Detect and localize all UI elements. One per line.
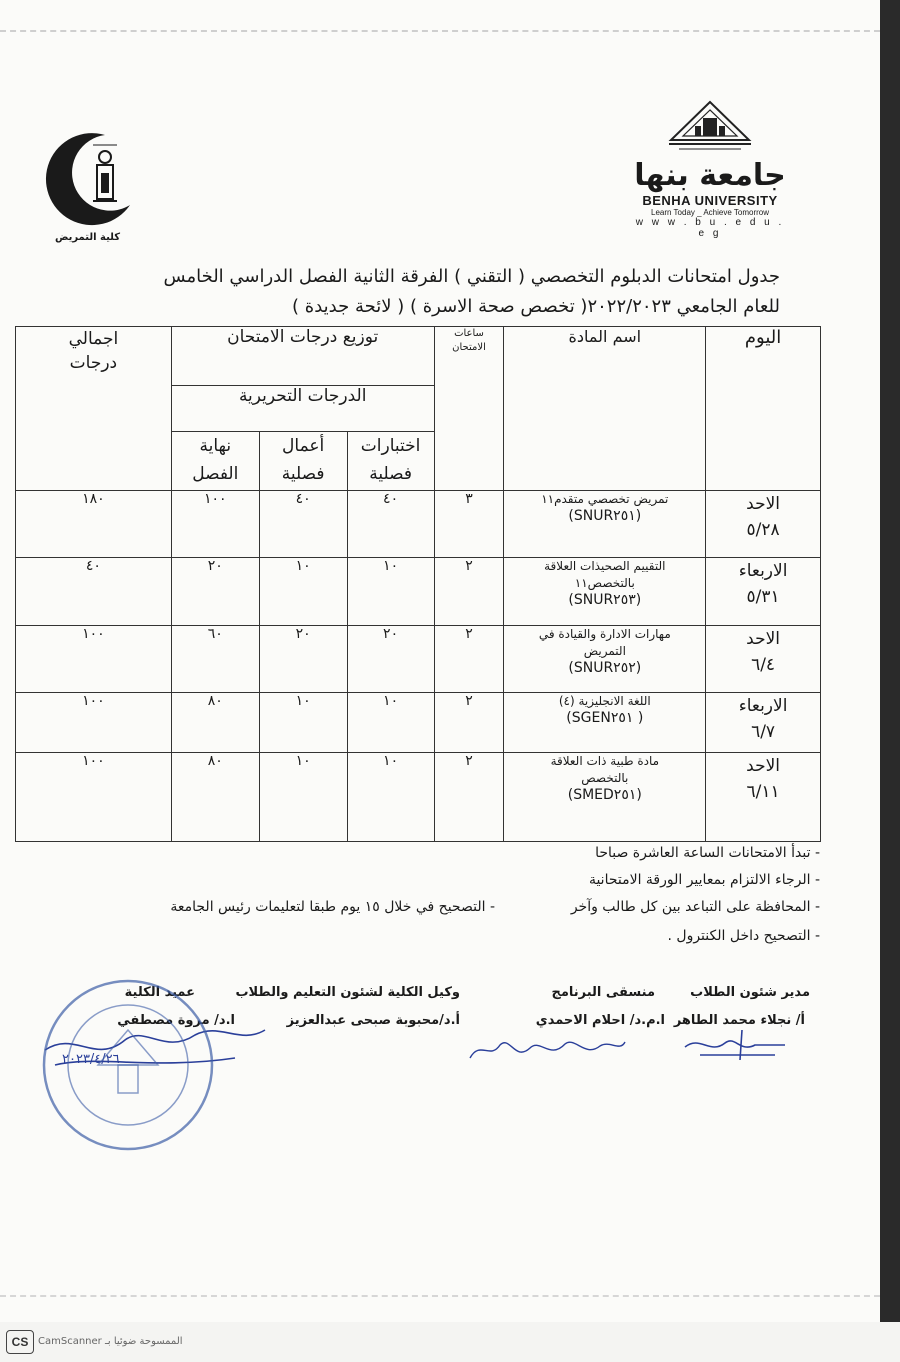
day-date: ٥/٢٨ bbox=[746, 520, 780, 540]
subject-name: التقييم الصحيذات العلاقة bbox=[544, 559, 666, 573]
header-total-line1: اجمالي bbox=[68, 329, 119, 349]
signatory-coordinator-name: ا.م.د/ احلام الاحمدي bbox=[535, 1013, 665, 1028]
university-name-arabic: جامعة بنها bbox=[634, 158, 786, 193]
day-cell bbox=[706, 626, 821, 693]
final-cell: ١٠٠ bbox=[171, 491, 259, 558]
day-name: الاربعاء bbox=[738, 561, 788, 581]
hours-cell: ٢ bbox=[434, 558, 504, 626]
subject-code: (SMED٢٥١) bbox=[567, 787, 642, 803]
day-cell bbox=[706, 558, 821, 626]
university-emblem-icon bbox=[665, 100, 755, 152]
hours-cell: ٢ bbox=[434, 626, 504, 693]
subject-cell bbox=[504, 693, 706, 753]
header-quizzes-line2: فصلية bbox=[369, 464, 412, 484]
day-name: الاحد bbox=[746, 494, 780, 514]
subject-cell bbox=[504, 626, 706, 693]
signatory-vice-dean-title: وكيل الكلية لشئون التعليم والطلاب bbox=[235, 985, 460, 1000]
university-url: w w w . b u . e d u . e g bbox=[635, 217, 785, 239]
benha-university-logo bbox=[630, 100, 790, 239]
total-cell: ١٠٠ bbox=[16, 693, 172, 753]
subject-name-cont: بالتخصص bbox=[581, 771, 629, 785]
final-cell: ٦٠ bbox=[171, 626, 259, 693]
day-name: الاربعاء bbox=[738, 696, 788, 716]
subject-cell bbox=[504, 491, 706, 558]
quizzes-cell: ١٠ bbox=[347, 753, 434, 842]
faculty-nursing-logo bbox=[35, 125, 140, 250]
signatory-dean-title: عميد الكلية bbox=[124, 985, 195, 1000]
header-coursework-line1: أعمال bbox=[282, 436, 325, 456]
coursework-cell: ٤٠ bbox=[259, 491, 347, 558]
final-cell: ٨٠ bbox=[171, 693, 259, 753]
faculty-stamp bbox=[38, 975, 218, 1155]
day-date: ٥/٣١ bbox=[746, 587, 780, 607]
table-row bbox=[16, 558, 821, 626]
header-coursework bbox=[259, 432, 347, 491]
signatory-vice-dean-name: أ.د/محبوبة صبحى عبدالعزيز bbox=[286, 1013, 460, 1028]
hours-cell: ٣ bbox=[434, 491, 504, 558]
day-cell bbox=[706, 693, 821, 753]
signatory-student-affairs-name: أ/ نجلاء محمد الطاهر bbox=[673, 1013, 805, 1028]
signatory-student-affairs-title: مدير شئون الطلاب bbox=[690, 985, 810, 1000]
header-coursework-line2: فصلية bbox=[281, 464, 325, 484]
header-day: اليوم bbox=[706, 327, 821, 491]
note-distancing: - المحافظة على التباعد بين كل طالب وآخر bbox=[570, 899, 820, 915]
note-start-time: - تبدأ الامتحانات الساعة العاشرة صباحا bbox=[595, 845, 820, 861]
header-grade-distribution: توزيع درجات الامتحان bbox=[171, 327, 434, 386]
subject-cell bbox=[504, 558, 706, 626]
university-name-english: BENHA UNIVERSITY bbox=[642, 193, 778, 208]
university-slogan: Learn Today _ Achieve Tomorrow bbox=[651, 208, 769, 217]
signature-student-affairs bbox=[680, 1025, 790, 1065]
hours-cell: ٢ bbox=[434, 693, 504, 753]
quizzes-cell: ٤٠ bbox=[347, 491, 434, 558]
day-cell bbox=[706, 753, 821, 842]
header-quizzes-line1: اختبارات bbox=[360, 436, 421, 456]
signatory-dean-name: ا.د/ مروة مصطفي bbox=[117, 1013, 235, 1028]
table-row bbox=[16, 626, 821, 693]
total-cell: ١٠٠ bbox=[16, 626, 172, 693]
coursework-cell: ١٠ bbox=[259, 693, 347, 753]
camscanner-text: الممسوحة ضوئيا بـ CamScanner bbox=[38, 1336, 183, 1347]
table-row bbox=[16, 753, 821, 842]
total-cell: ٤٠ bbox=[16, 558, 172, 626]
header-written-grades: الدرجات التحريرية bbox=[171, 386, 434, 432]
total-cell: ١٠٠ bbox=[16, 753, 172, 842]
nursing-crescent-emblem-icon bbox=[35, 125, 140, 230]
header-final-line2: الفصل bbox=[192, 464, 239, 484]
quizzes-cell: ١٠ bbox=[347, 693, 434, 753]
handwritten-date: ٢٠٢٣/٤/٢٦ bbox=[62, 1052, 120, 1067]
header-total-line2: درجات bbox=[69, 353, 118, 373]
coursework-cell: ١٠ bbox=[259, 558, 347, 626]
top-dashed-border bbox=[0, 30, 880, 32]
coursework-cell: ٢٠ bbox=[259, 626, 347, 693]
day-name: الاحد bbox=[746, 756, 780, 776]
camscanner-logo: CS bbox=[6, 1330, 34, 1354]
header-final bbox=[171, 432, 259, 491]
day-cell bbox=[706, 491, 821, 558]
document-title: جدول امتحانات الدبلوم التخصصي ( التقني ) الفرقة الثانية الفصل الدراسي الخامس bbox=[163, 266, 780, 287]
day-date: ٦/٧ bbox=[751, 722, 776, 742]
note-exam-paper-standards: - الرجاء الالتزام بمعايير الورقة الامتحانية bbox=[588, 872, 820, 888]
final-cell: ٢٠ bbox=[171, 558, 259, 626]
day-name: الاحد bbox=[746, 629, 780, 649]
quizzes-cell: ١٠ bbox=[347, 558, 434, 626]
header-hours-line1: ساعات bbox=[454, 328, 484, 339]
scan-edge bbox=[880, 0, 900, 1322]
total-cell: ١٨٠ bbox=[16, 491, 172, 558]
subject-name: تمريض تخصصي متقدم١١ bbox=[541, 492, 669, 506]
note-correction-control: - التصحيح داخل الكنترول . bbox=[667, 928, 820, 944]
signatory-coordinator-title: منسقى البرنامج bbox=[551, 985, 655, 1000]
faculty-caption: كلية التمريض bbox=[54, 232, 121, 243]
subject-name: مادة طبية ذات العلاقة bbox=[550, 754, 660, 768]
exam-schedule-table bbox=[15, 326, 821, 842]
subject-name-cont: التمريض bbox=[583, 644, 626, 658]
table-row bbox=[16, 491, 821, 558]
subject-name: مهارات الادارة والقيادة في bbox=[538, 627, 671, 641]
note-correction-period: - التصحيح في خلال ١٥ يوم طبقا لتعليمات رئيس الجامعة bbox=[170, 899, 495, 915]
bottom-dashed-border bbox=[0, 1295, 880, 1297]
hours-cell: ٢ bbox=[434, 753, 504, 842]
subject-code: ( SGEN٢٥١) bbox=[566, 710, 644, 726]
day-date: ٦/٤ bbox=[751, 655, 776, 675]
subject-code: (SNUR٢٥١) bbox=[568, 508, 642, 524]
subject-code: (SNUR٢٥٢) bbox=[568, 660, 642, 676]
table-row bbox=[16, 693, 821, 753]
final-cell: ٨٠ bbox=[171, 753, 259, 842]
subject-cell bbox=[504, 753, 706, 842]
document-subtitle: للعام الجامعي ٢٠٢٢/٢٠٢٣( تخصص صحة الاسرة ) ( لائحة جديدة ) bbox=[292, 296, 780, 317]
day-date: ٦/١١ bbox=[746, 782, 780, 802]
subject-name-cont: بالتخصص١١ bbox=[574, 576, 635, 590]
coursework-cell: ١٠ bbox=[259, 753, 347, 842]
signature-coordinator bbox=[465, 1030, 630, 1066]
quizzes-cell: ٢٠ bbox=[347, 626, 434, 693]
subject-code: (SNUR٢٥٣) bbox=[568, 592, 642, 608]
header-exam-hours bbox=[434, 327, 504, 491]
header-final-line1: نهاية bbox=[199, 436, 232, 456]
subject-name: اللغة الانجليزية (٤) bbox=[558, 694, 651, 708]
header-hours-line2: الامتحان bbox=[452, 342, 486, 353]
header-quizzes bbox=[347, 432, 434, 491]
header-total bbox=[16, 327, 172, 491]
header-subject: اسم المادة bbox=[504, 327, 706, 491]
